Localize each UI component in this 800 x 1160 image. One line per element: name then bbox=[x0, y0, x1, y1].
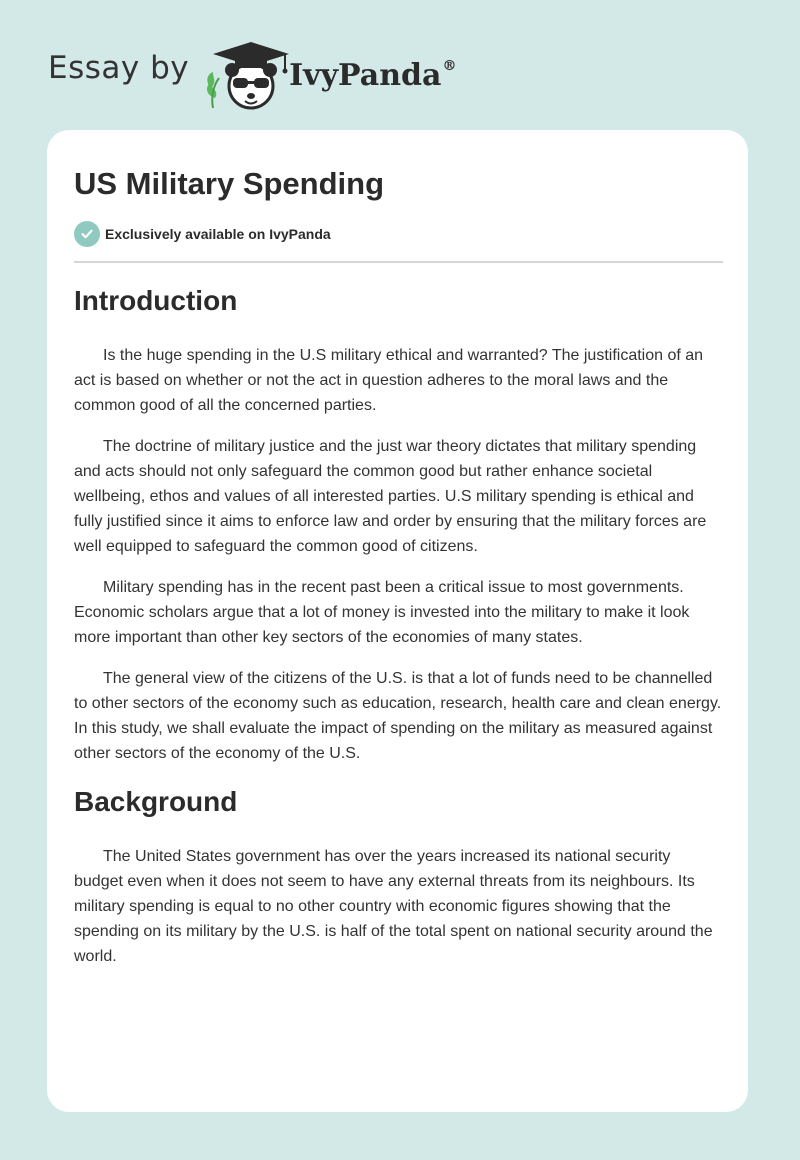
paragraph: Military spending has in the recent past been a critical issue to most governments. Economic scholars argue that a lot of money is invested into the military to make it look more important than other key sectors of the economies of many states. bbox=[74, 579, 690, 646]
essay-card bbox=[47, 130, 748, 1112]
paragraph: Is the huge spending in the U.S military ethical and warranted? The justification of an act is based on whether or not the act in question adheres to the moral laws and the common good of all the concerned parties. bbox=[74, 347, 704, 414]
page-title: US Military Spending bbox=[74, 166, 385, 201]
registered-mark: ® bbox=[442, 57, 457, 74]
paragraph: The United States government has over the years increased its national security budget even when it does not seem to have any external threats from its neighbours. Its military spending is equal to no other country with economic figures showing that the spending on its military by the U.S. is half of the total spent on national security around the world. bbox=[74, 848, 713, 965]
section-heading-background: Background bbox=[74, 786, 238, 817]
brand-name[interactable] bbox=[289, 58, 456, 93]
section-introduction bbox=[74, 343, 723, 782]
paragraph: The general view of the citizens of the U.S. is that a lot of funds need to be channelled to other sectors of the economy such as education, research, health care and clean energy. In this study, we shall evaluate the impact of spending on the military as measured against other sectors of the economy of the U.S. bbox=[74, 670, 722, 762]
panda-logo-icon[interactable] bbox=[201, 38, 293, 114]
brand-name-text: IvyPanda bbox=[289, 57, 442, 93]
exclusive-badge bbox=[74, 221, 331, 247]
site-header bbox=[48, 34, 456, 114]
exclusive-badge-label: Exclusively available on IvyPanda bbox=[105, 226, 331, 242]
section-background bbox=[74, 844, 723, 985]
paragraph: The doctrine of military justice and the just war theory dictates that military spending and acts should not only safeguard the common good but rather enhance societal wellbeing, ethos and values of all interested parties. U.S military spending is ethical and fully justified since it aims to enforce law and order by ensuring that the military forces are well equipped to safeguard the common good of citizens. bbox=[74, 438, 707, 555]
section-heading-introduction: Introduction bbox=[74, 285, 238, 316]
check-circle-icon bbox=[74, 221, 100, 247]
title-divider bbox=[74, 261, 723, 263]
essay-by-label: Essay by bbox=[48, 50, 190, 86]
